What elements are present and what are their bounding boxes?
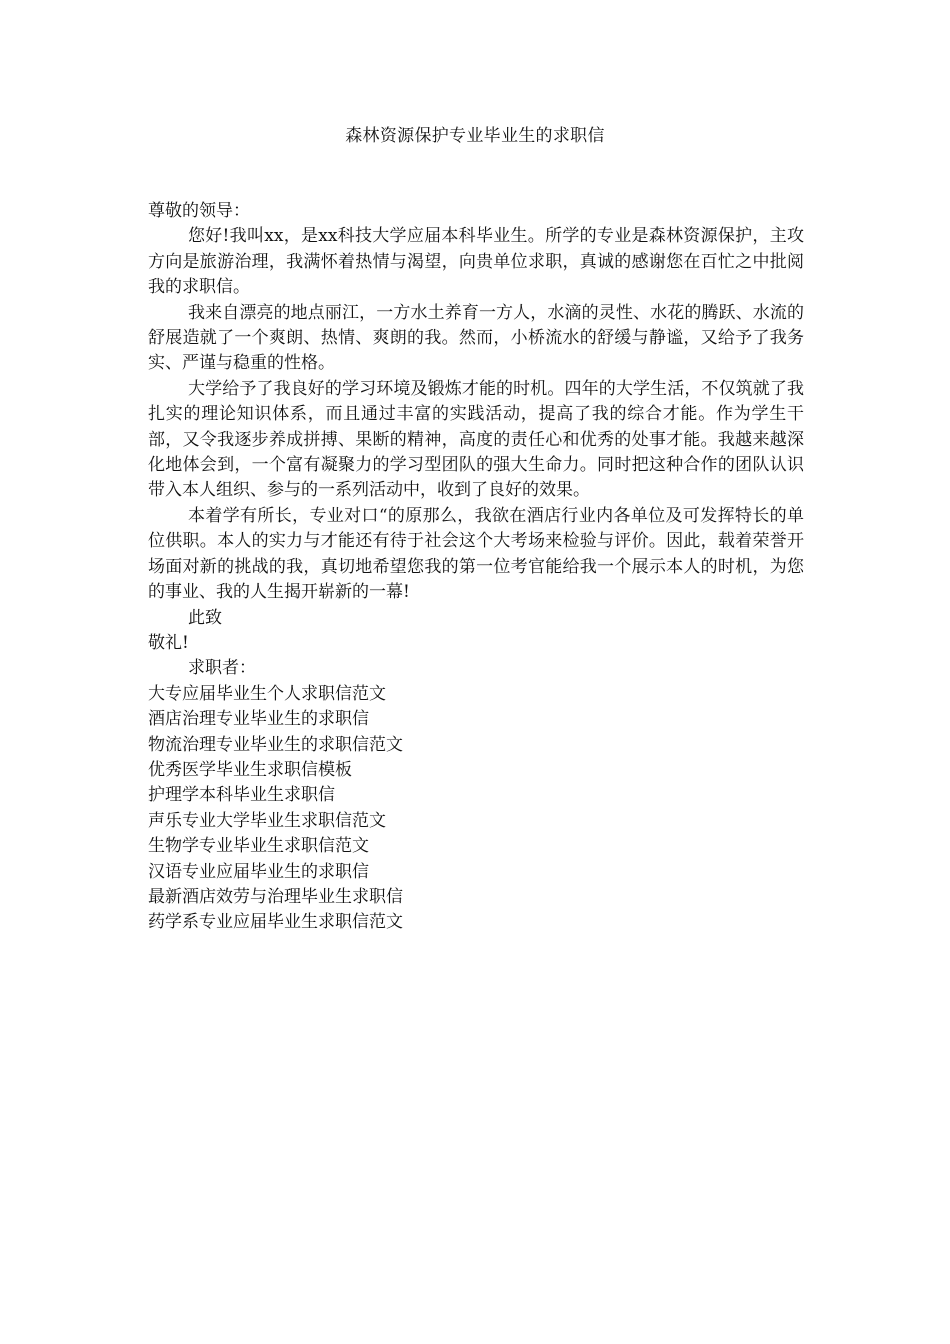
closing-salute: 敬礼!	[148, 632, 189, 653]
closing-regards: 此致	[188, 607, 222, 628]
related-link[interactable]: 声乐专业大学毕业生求职信范文	[148, 810, 386, 831]
related-link[interactable]: 护理学本科毕业生求职信	[148, 785, 335, 806]
letter-body	[148, 199, 804, 936]
paragraph-university: 大学给予了我良好的学习环境及锻炼才能的时机。四年的大学生活，不仅筑就了我扎实的理论知识体系，而且通过丰富的实践活动，提高了我的综合才能。作为学生干部，又令我逐步养成拼搏、果断的精神，高度的责任心和优秀的处事才能。我越来越深化地体会到，一个富有凝聚力的学习型团队的强大生命力。同时把这种合作的团队认识带入本人组织、参与的一系列活动中，收到了良好的效果。	[148, 378, 804, 501]
related-links-list	[148, 682, 804, 936]
salutation: 尊敬的领导：	[148, 201, 250, 221]
paragraph-hometown: 我来自漂亮的地点丽江，一方水土养育一方人，水滴的灵性、水花的腾跃、水流的舒展造就了一个爽朗、热情、爽朗的我。然而，小桥流水的舒缓与静谧，又给予了我务实、严谨与稳重的性格。	[148, 302, 804, 374]
related-link[interactable]: 优秀医学毕业生求职信模板	[148, 759, 352, 780]
paragraph-objective: 本着学有所长，专业对口“的原那么，我欲在酒店行业内各单位及可发挥特长的单位供职。本人的实力与才能还有待于社会这个大考场来检验与评价。因此，载着荣誉开场面对新的挑战的我，真切地希望您我的第一位考官能给我一个展示本人的时机，为您的事业、我的人生揭开崭新的一幕!	[148, 505, 804, 603]
related-link[interactable]: 最新酒店效劳与治理毕业生求职信	[148, 886, 403, 907]
signature-line: 求职者：	[188, 658, 256, 679]
document-title: 森林资源保护专业毕业生的求职信	[345, 126, 605, 146]
related-link[interactable]: 药学系专业应届毕业生求职信范文	[148, 912, 403, 933]
paragraph-greeting: 您好!我叫xx，是xx科技大学应届本科毕业生。所学的专业是森林资源保护，主攻方向是旅游治理，我满怀着热情与渴望，向贵单位求职，真诚的感谢您在百忙之中批阅我的求职信。	[148, 226, 804, 298]
related-link[interactable]: 酒店治理专业毕业生的求职信	[148, 709, 369, 730]
related-link[interactable]: 汉语专业应届毕业生的求职信	[148, 861, 369, 882]
related-link[interactable]: 生物学专业毕业生求职信范文	[148, 836, 369, 857]
related-link[interactable]: 大专应届毕业生个人求职信范文	[148, 683, 386, 704]
related-link[interactable]: 物流治理专业毕业生的求职信范文	[148, 734, 403, 755]
